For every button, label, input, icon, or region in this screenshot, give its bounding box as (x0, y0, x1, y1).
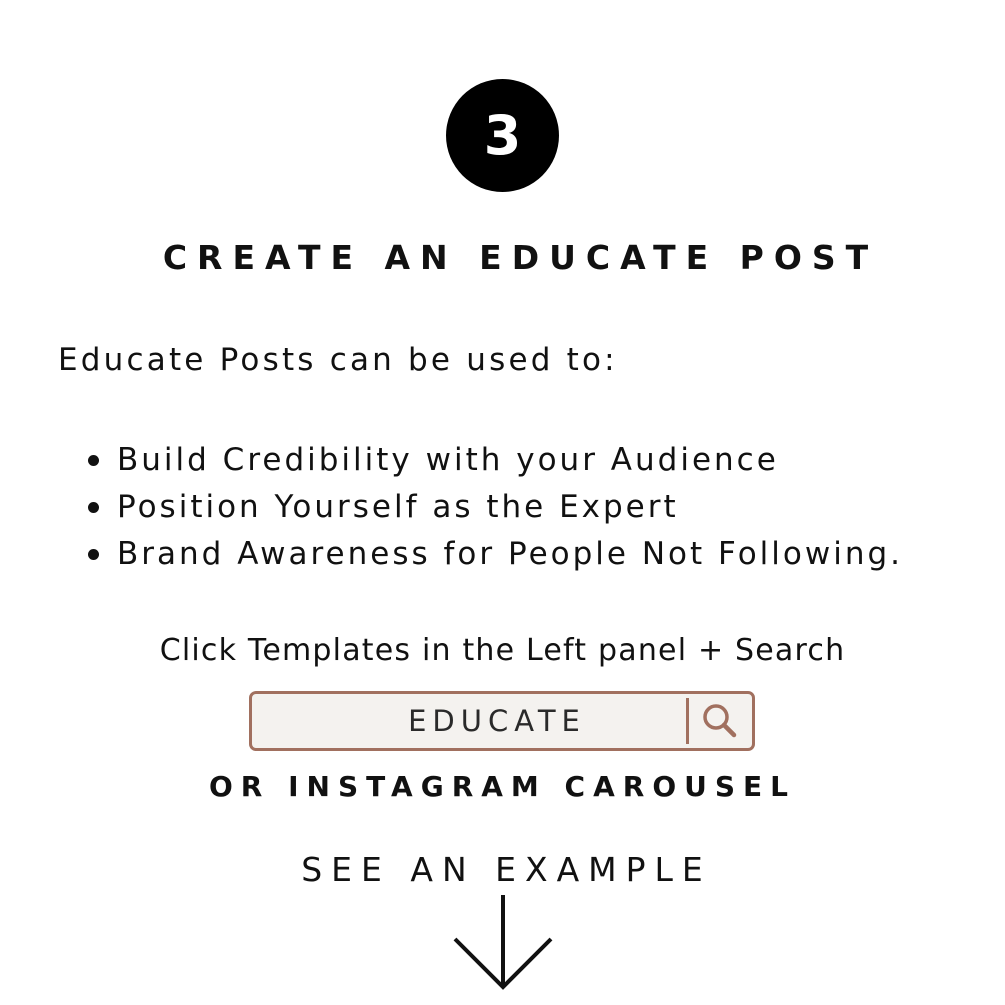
search-button[interactable] (692, 696, 748, 746)
see-example-label[interactable]: SEE AN EXAMPLE (301, 850, 712, 889)
list-item (88, 484, 903, 531)
search-bar[interactable] (249, 691, 755, 751)
bullet-icon (88, 549, 99, 560)
instruction-text: Click Templates in the Left panel + Search (159, 633, 846, 668)
list-item-label: Build Credibility with your Audience (117, 442, 779, 478)
step-number: 3 (483, 103, 522, 167)
list-item-label: Brand Awareness for People Not Following. (117, 536, 904, 572)
search-icon (700, 701, 740, 741)
list-item (88, 531, 903, 578)
search-divider (686, 698, 689, 744)
arrow-down-icon[interactable] (451, 893, 555, 993)
list-item (88, 437, 903, 484)
bullet-icon (88, 502, 99, 513)
bullet-icon (88, 455, 99, 466)
intro-text: Educate Posts can be used to: (58, 342, 618, 378)
alternative-search-text: OR INSTAGRAM CAROUSEL (208, 770, 796, 803)
list-item-label: Position Yourself as the Expert (117, 489, 679, 525)
page-title: CREATE AN EDUCATE POST (162, 238, 879, 277)
benefits-list (88, 437, 903, 578)
step-number-badge (446, 79, 559, 192)
search-input[interactable]: EDUCATE (408, 704, 586, 738)
